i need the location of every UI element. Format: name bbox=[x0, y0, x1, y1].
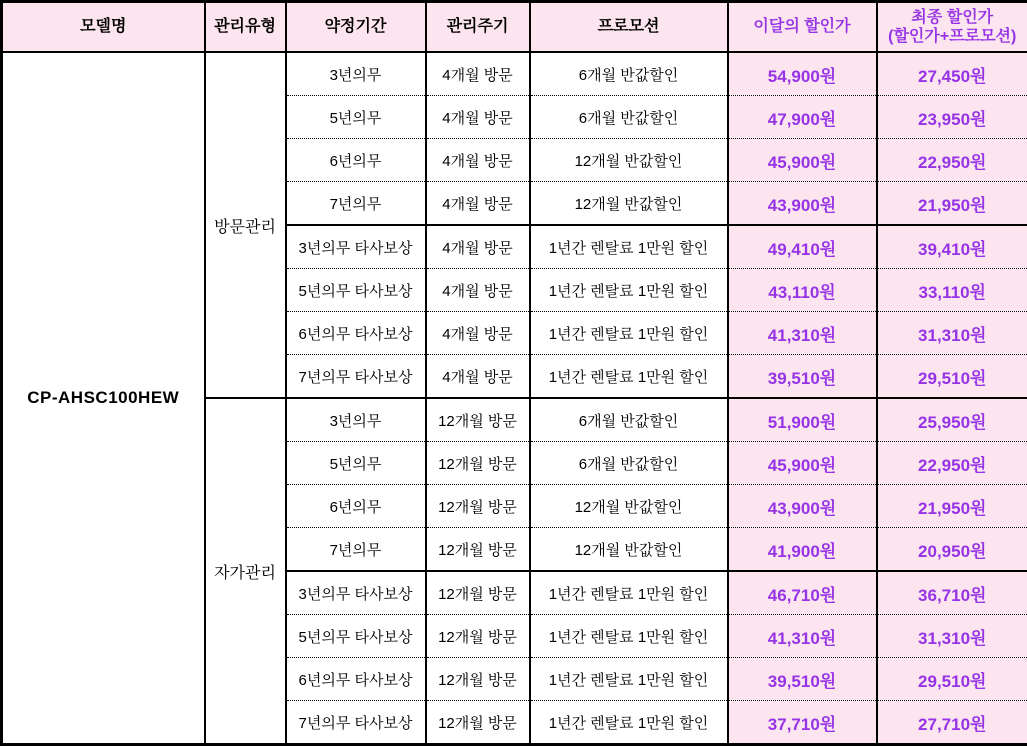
cell-monthly-price: 43,900원 bbox=[728, 182, 877, 226]
header-term: 약정기간 bbox=[286, 2, 426, 53]
cell-term: 5년의무 타사보상 bbox=[286, 615, 426, 658]
cell-cycle: 4개월 방문 bbox=[426, 355, 530, 399]
cell-final-price: 31,310원 bbox=[877, 615, 1027, 658]
cell-promo: 6개월 반값할인 bbox=[530, 52, 728, 96]
cell-promo: 12개월 반값할인 bbox=[530, 528, 728, 572]
cell-term: 5년의무 타사보상 bbox=[286, 269, 426, 312]
cell-monthly-price: 37,710원 bbox=[728, 701, 877, 745]
mgmt-type-cell-self: 자가관리 bbox=[205, 398, 286, 745]
cell-promo: 12개월 반값할인 bbox=[530, 182, 728, 226]
cell-cycle: 4개월 방문 bbox=[426, 269, 530, 312]
cell-cycle: 12개월 방문 bbox=[426, 615, 530, 658]
cell-promo: 1년간 렌탈료 1만원 할인 bbox=[530, 269, 728, 312]
cell-final-price: 22,950원 bbox=[877, 139, 1027, 182]
cell-term: 7년의무 bbox=[286, 528, 426, 572]
cell-cycle: 12개월 방문 bbox=[426, 442, 530, 485]
header-cycle: 관리주기 bbox=[426, 2, 530, 53]
cell-promo: 1년간 렌탈료 1만원 할인 bbox=[530, 658, 728, 701]
cell-term: 3년의무 타사보상 bbox=[286, 225, 426, 269]
cell-term: 6년의무 bbox=[286, 139, 426, 182]
cell-promo: 1년간 렌탈료 1만원 할인 bbox=[530, 571, 728, 615]
table-header bbox=[2, 2, 1027, 53]
mgmt-type-cell-visit: 방문관리 bbox=[205, 52, 286, 398]
cell-promo: 1년간 렌탈료 1만원 할인 bbox=[530, 701, 728, 745]
cell-final-price: 27,450원 bbox=[877, 52, 1027, 96]
cell-monthly-price: 39,510원 bbox=[728, 658, 877, 701]
cell-final-price: 27,710원 bbox=[877, 701, 1027, 745]
cell-cycle: 12개월 방문 bbox=[426, 398, 530, 442]
cell-term: 3년의무 bbox=[286, 398, 426, 442]
model-name-cell: CP-AHSC100HEW bbox=[2, 52, 205, 745]
cell-promo: 1년간 렌탈료 1만원 할인 bbox=[530, 225, 728, 269]
cell-cycle: 12개월 방문 bbox=[426, 528, 530, 572]
cell-final-price: 39,410원 bbox=[877, 225, 1027, 269]
cell-final-price: 25,950원 bbox=[877, 398, 1027, 442]
cell-monthly-price: 45,900원 bbox=[728, 139, 877, 182]
cell-cycle: 4개월 방문 bbox=[426, 312, 530, 355]
cell-cycle: 12개월 방문 bbox=[426, 571, 530, 615]
cell-final-price: 33,110원 bbox=[877, 269, 1027, 312]
cell-monthly-price: 41,310원 bbox=[728, 312, 877, 355]
cell-promo: 1년간 렌탈료 1만원 할인 bbox=[530, 312, 728, 355]
cell-monthly-price: 47,900원 bbox=[728, 96, 877, 139]
cell-term: 3년의무 타사보상 bbox=[286, 571, 426, 615]
cell-final-price: 21,950원 bbox=[877, 182, 1027, 226]
header-final-price-line2: (할인가+프로모션) bbox=[880, 27, 1026, 46]
cell-monthly-price: 41,310원 bbox=[728, 615, 877, 658]
cell-cycle: 4개월 방문 bbox=[426, 182, 530, 226]
header-promo: 프로모션 bbox=[530, 2, 728, 53]
cell-promo: 1년간 렌탈료 1만원 할인 bbox=[530, 615, 728, 658]
cell-final-price: 36,710원 bbox=[877, 571, 1027, 615]
cell-term: 6년의무 타사보상 bbox=[286, 312, 426, 355]
header-final-price bbox=[877, 2, 1027, 53]
cell-term: 6년의무 bbox=[286, 485, 426, 528]
cell-monthly-price: 41,900원 bbox=[728, 528, 877, 572]
cell-cycle: 4개월 방문 bbox=[426, 52, 530, 96]
cell-term: 5년의무 bbox=[286, 442, 426, 485]
cell-term: 7년의무 타사보상 bbox=[286, 701, 426, 745]
cell-cycle: 4개월 방문 bbox=[426, 96, 530, 139]
cell-term: 3년의무 bbox=[286, 52, 426, 96]
cell-monthly-price: 49,410원 bbox=[728, 225, 877, 269]
cell-final-price: 22,950원 bbox=[877, 442, 1027, 485]
cell-promo: 6개월 반값할인 bbox=[530, 398, 728, 442]
cell-monthly-price: 43,110원 bbox=[728, 269, 877, 312]
cell-final-price: 21,950원 bbox=[877, 485, 1027, 528]
cell-term: 5년의무 bbox=[286, 96, 426, 139]
cell-final-price: 23,950원 bbox=[877, 96, 1027, 139]
cell-term: 7년의무 타사보상 bbox=[286, 355, 426, 399]
cell-promo: 12개월 반값할인 bbox=[530, 485, 728, 528]
cell-monthly-price: 51,900원 bbox=[728, 398, 877, 442]
cell-monthly-price: 46,710원 bbox=[728, 571, 877, 615]
cell-cycle: 4개월 방문 bbox=[426, 139, 530, 182]
cell-cycle: 12개월 방문 bbox=[426, 658, 530, 701]
cell-monthly-price: 39,510원 bbox=[728, 355, 877, 399]
cell-cycle: 12개월 방문 bbox=[426, 485, 530, 528]
cell-monthly-price: 43,900원 bbox=[728, 485, 877, 528]
cell-cycle: 12개월 방문 bbox=[426, 701, 530, 745]
table-row bbox=[2, 52, 1027, 96]
cell-promo: 6개월 반값할인 bbox=[530, 96, 728, 139]
header-final-price-line1: 최종 할인가 bbox=[880, 8, 1026, 27]
cell-term: 6년의무 타사보상 bbox=[286, 658, 426, 701]
cell-promo: 6개월 반값할인 bbox=[530, 442, 728, 485]
cell-promo: 1년간 렌탈료 1만원 할인 bbox=[530, 355, 728, 399]
cell-monthly-price: 54,900원 bbox=[728, 52, 877, 96]
cell-final-price: 29,510원 bbox=[877, 658, 1027, 701]
cell-promo: 12개월 반값할인 bbox=[530, 139, 728, 182]
header-mgmt-type: 관리유형 bbox=[205, 2, 286, 53]
header-monthly-price: 이달의 할인가 bbox=[728, 2, 877, 53]
header-model: 모델명 bbox=[2, 2, 205, 53]
cell-final-price: 20,950원 bbox=[877, 528, 1027, 572]
cell-final-price: 31,310원 bbox=[877, 312, 1027, 355]
cell-monthly-price: 45,900원 bbox=[728, 442, 877, 485]
cell-term: 7년의무 bbox=[286, 182, 426, 226]
cell-cycle: 4개월 방문 bbox=[426, 225, 530, 269]
cell-final-price: 29,510원 bbox=[877, 355, 1027, 399]
